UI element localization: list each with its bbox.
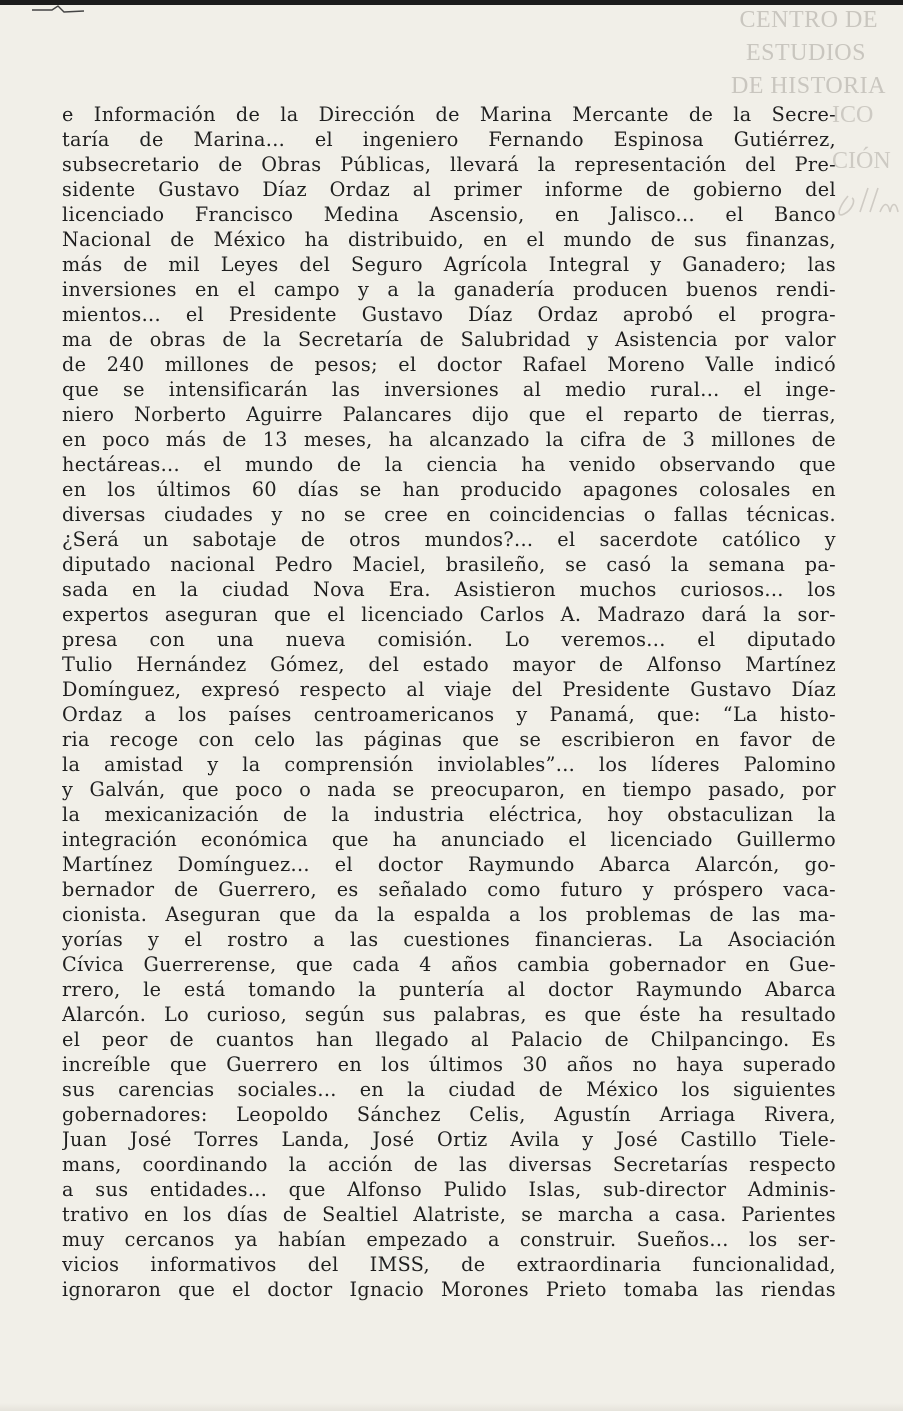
watermark-line: ESTUDIOS: [745, 40, 866, 66]
text-line: a sus entidades... que Alfonso Pulido Islas, sub-director Adminis-: [62, 1178, 836, 1201]
text-line: Nacional de México ha distribuido, en el mundo de sus finanzas,: [62, 228, 836, 251]
text-line: el peor de cuantos han llegado al Palacio de Chilpancingo. Es: [62, 1028, 836, 1051]
text-line: en poco más de 13 meses, ha alcanzado la cifra de 3 millones de: [62, 428, 836, 451]
text-line: integración económica que ha anunciado el licenciado Guillermo: [62, 828, 836, 851]
text-line: más de mil Leyes del Seguro Agrícola Integral y Ganadero; las: [62, 253, 836, 276]
text-line: mans, coordinando la acción de las diversas Secretarías respecto: [62, 1153, 836, 1176]
text-line: Martínez Domínguez... el doctor Raymundo Abarca Alarcón, go-: [62, 853, 836, 876]
watermark-fragment: CIÓN: [832, 148, 891, 174]
text-line: taría de Marina... el ingeniero Fernando Espinosa Gutiérrez,: [62, 128, 836, 151]
text-line: diversas ciudades y no se cree en coincidencias o fallas técnicas.: [62, 503, 836, 526]
text-line: yorías y el rostro a las cuestiones financieras. La Asociación: [62, 928, 836, 951]
text-line: que se intensificarán las inversiones al medio rural... el inge-: [62, 378, 836, 401]
text-line: rrero, le está tomando la puntería al doctor Raymundo Abarca: [62, 978, 836, 1001]
text-line: cionista. Aseguran que da la espalda a los problemas de las ma-: [62, 903, 836, 926]
scan-mark-icon: [28, 4, 88, 14]
text-line: e Información de la Dirección de Marina Mercante de la Secre-: [62, 103, 836, 126]
text-line: Tulio Hernández Gómez, del estado mayor de Alfonso Martínez: [62, 653, 836, 676]
text-line: increíble que Guerrero en los últimos 30 años no haya superado: [62, 1053, 836, 1076]
text-line: hectáreas... el mundo de la ciencia ha venido observando que: [62, 453, 836, 476]
text-line: expertos aseguran que el licenciado Carlos A. Madrazo dará la sor-: [62, 603, 836, 626]
watermark-fragment: ICO: [832, 102, 874, 128]
text-line: presa con una nueva comisión. Lo veremos... el diputado: [62, 628, 836, 651]
text-line: bernador de Guerrero, es señalado como futuro y próspero vaca-: [62, 878, 836, 901]
text-line: la amistad y la comprensión inviolables”... los líderes Palomino: [62, 753, 836, 776]
text-line: y Galván, que poco o nada se preocuparon, en tiempo pasado, por: [62, 778, 836, 801]
page-bottom-edge: [0, 1403, 903, 1411]
text-line: subsecretario de Obras Públicas, llevará la representación del Pre-: [62, 153, 836, 176]
text-line: Alarcón. Lo curioso, según sus palabras, es que éste ha resultado: [62, 1003, 836, 1026]
text-line: Cívica Guerrerense, que cada 4 años cambia gobernador en Gue-: [62, 953, 836, 976]
article-body: [62, 102, 836, 1302]
text-line: niero Norberto Aguirre Palancares dijo que el reparto de tierras,: [62, 403, 836, 426]
text-line: sada en la ciudad Nova Era. Asistieron muchos curiosos... los: [62, 578, 836, 601]
watermark-line: DE HISTORIA: [730, 73, 886, 99]
text-line: vicios informativos del IMSS, de extraordinaria funcionalidad,: [62, 1253, 836, 1276]
text-line: Domínguez, expresó respecto al viaje del Presidente Gustavo Díaz: [62, 678, 836, 701]
text-line: inversiones en el campo y a la ganadería producen buenos rendi-: [62, 278, 836, 301]
text-line: Ordaz a los países centroamericanos y Panamá, que: “La histo-: [62, 703, 836, 726]
text-line: diputado nacional Pedro Maciel, brasileño, se casó la semana pa-: [62, 553, 836, 576]
text-line: ¿Será un sabotaje de otros mundos?... el sacerdote católico y: [62, 528, 836, 551]
text-line: trativo en los días de Sealtiel Alatriste, se marcha a casa. Parientes: [62, 1203, 836, 1226]
watermark-line: CENTRO DE: [739, 7, 878, 33]
text-line: sus carencias sociales... en la ciudad de México los siguientes: [62, 1078, 836, 1101]
text-line: Juan José Torres Landa, José Ortiz Avila y José Castillo Tiele-: [62, 1128, 836, 1151]
archive-watermark: [700, 4, 900, 103]
text-line: muy cercanos ya habían empezado a construir. Sueños... los ser-: [62, 1228, 836, 1251]
text-line: licenciado Francisco Medina Ascensio, en Jalisco... el Banco: [62, 203, 836, 226]
text-line: ma de obras de la Secretaría de Salubridad y Asistencia por valor: [62, 328, 836, 351]
text-line: ria recoge con celo las páginas que se escribieron en favor de: [62, 728, 836, 751]
text-line: ignoraron que el doctor Ignacio Morones Prieto tomaba las riendas: [62, 1278, 836, 1301]
text-line: en los últimos 60 días se han producido apagones colosales en: [62, 478, 836, 501]
text-line: gobernadores: Leopoldo Sánchez Celis, Agustín Arriaga Rivera,: [62, 1103, 836, 1126]
text-line: mientos... el Presidente Gustavo Díaz Ordaz aprobó el progra-: [62, 303, 836, 326]
text-line: sidente Gustavo Díaz Ordaz al primer informe de gobierno del: [62, 178, 836, 201]
text-line: la mexicanización de la industria eléctrica, hoy obstaculizan la: [62, 803, 836, 826]
text-line: de 240 millones de pesos; el doctor Rafael Moreno Valle indicó: [62, 353, 836, 376]
